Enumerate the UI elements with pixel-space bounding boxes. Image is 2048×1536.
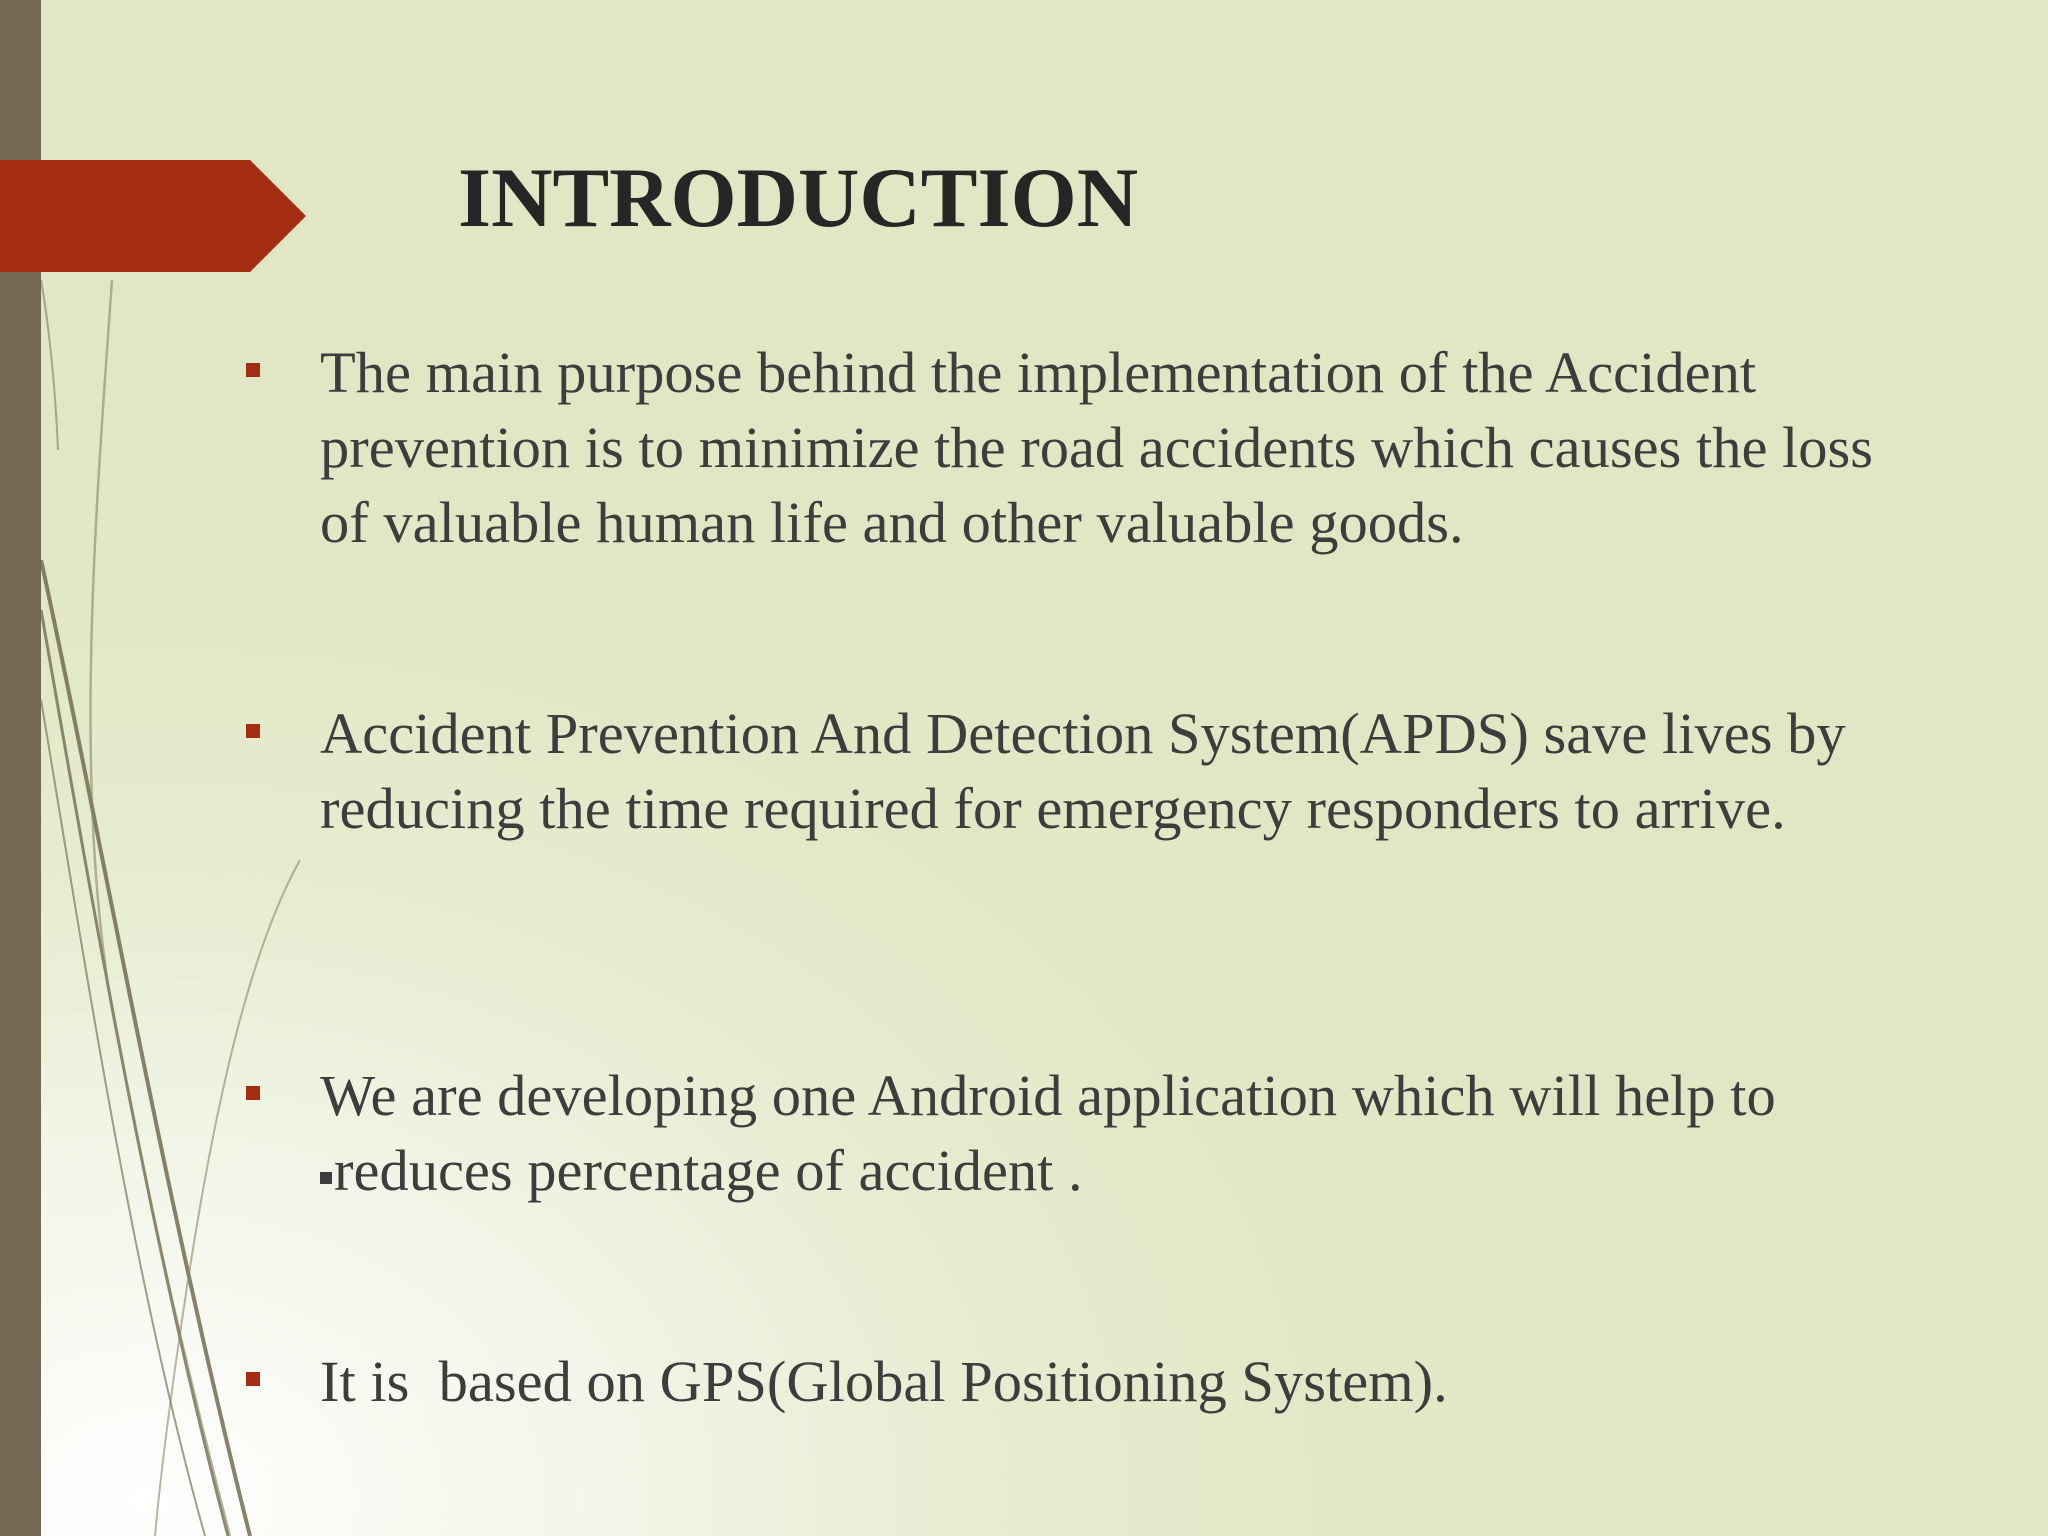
bullet-text-line: We are developing one Android application which will help to xyxy=(320,1063,1776,1128)
bullet-text-line: reduces percentage of accident . xyxy=(334,1138,1083,1203)
bullet-text: The main purpose behind the implementation of the Accident prevention is to minimize the road accidents which causes the loss of valuable human life and other valuable goods. xyxy=(320,340,1874,555)
bullet-square-icon xyxy=(246,1372,260,1386)
inline-square-icon xyxy=(320,1172,332,1184)
bullet-text xyxy=(320,1058,1886,1208)
bullet-square-icon xyxy=(246,724,260,738)
bullet-square-icon xyxy=(246,1086,260,1100)
bullet-text: Accident Prevention And Detection System(APDS) save lives by reducing the time required for emergency responders to arrive. xyxy=(320,701,1846,841)
bullet-text: It is based on GPS(Global Positioning System). xyxy=(320,1349,1448,1414)
bullet-square-icon xyxy=(246,363,260,377)
slide-title: INTRODUCTION xyxy=(458,151,1139,245)
title-arrow-shape xyxy=(0,160,306,272)
